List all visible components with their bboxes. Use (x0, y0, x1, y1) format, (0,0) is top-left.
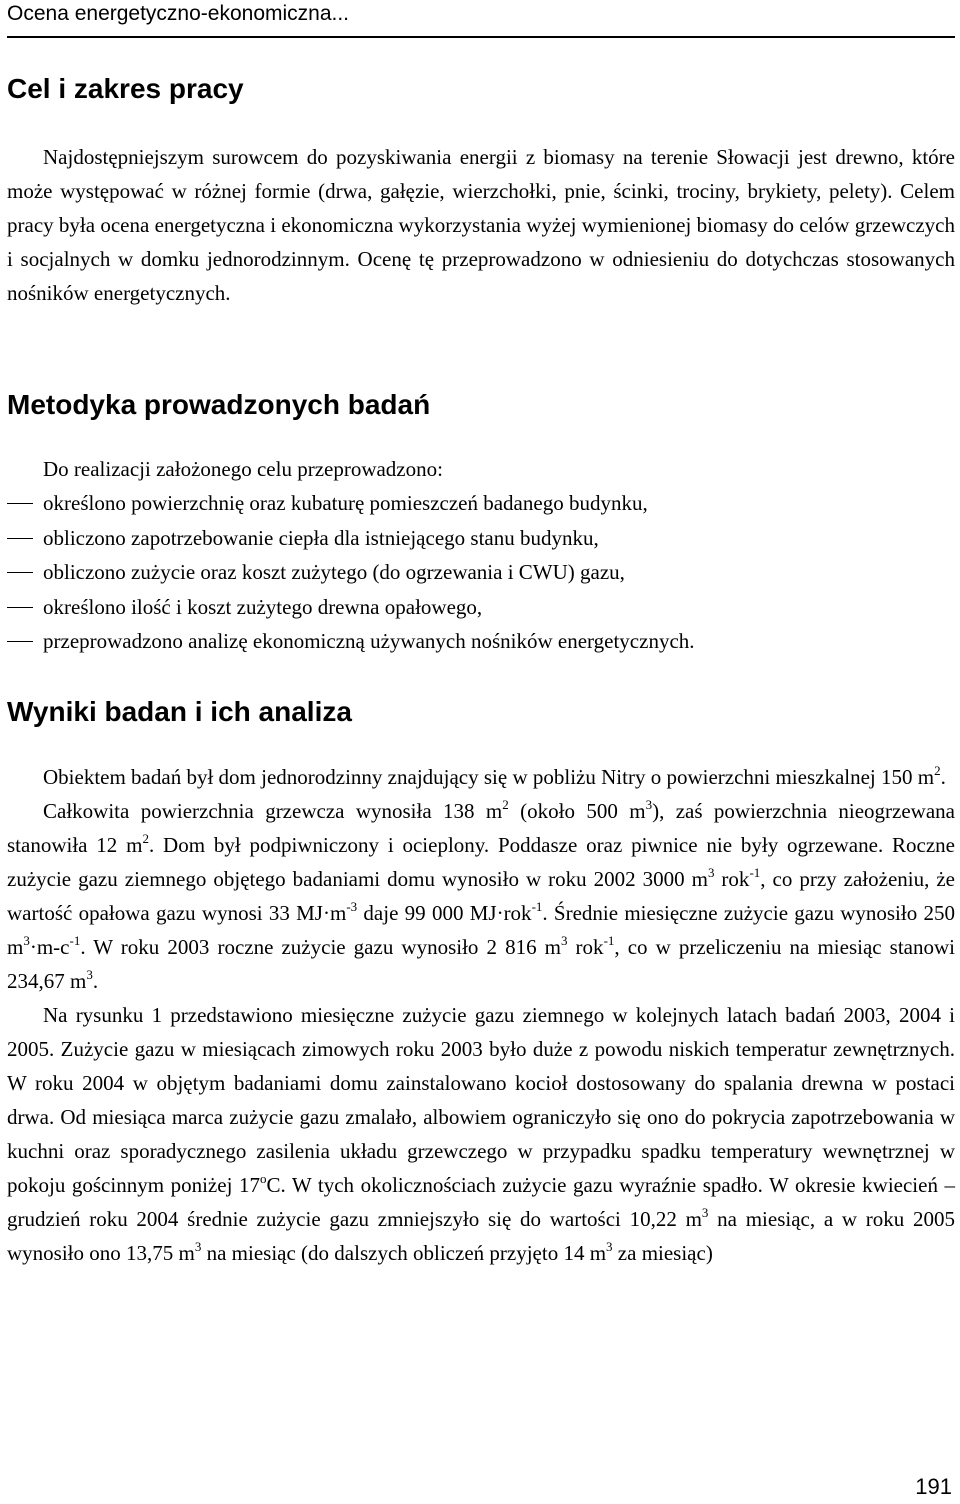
dash-bullet (7, 503, 33, 504)
list-item: przeprowadzono analizę ekonomiczną używanych nośników energetycznych. (7, 624, 955, 659)
page-number: 191 (915, 1474, 952, 1499)
section-heading-aim: Cel i zakres pracy (7, 73, 244, 104)
results-section-body (7, 760, 955, 1270)
methods-list (7, 453, 955, 659)
dash-bullet (7, 641, 33, 642)
aim-paragraph: Najdostępniejszym surowcem do pozyskiwania energii z biomasy na terenie Słowacji jest drewno, które może występować w różnej formie (drwa, gałęzie, wierzchołki, pnie, ścinki, trociny, brykiety, pelety). Celem pracy była ocena energetyczna i ekonomiczna wykorzystania wyżej wymienionej biomasy do celów grzewczych i socjalnych w domku jednorodzinnym. Ocenę tę przeprowadzono w odniesieniu do dotychczas stosowanych nośników energetycznych. (7, 145, 955, 305)
list-item: obliczono zużycie oraz koszt zużytego (do ogrzewania i CWU) gazu, (7, 555, 955, 590)
section-heading-results: Wyniki badan i ich analiza (7, 696, 352, 727)
list-item: określono powierzchnię oraz kubaturę pomieszczeń badanego budynku, (7, 486, 955, 521)
results-paragraph-2: Całkowita powierzchnia grzewcza wynosiła 138 $m^2$ (około 500 $m^3$), zaś powierzchnia nieogrzewana stanowiła 12 $m^2$. Dom był podpiwniczony i ocieplony. Poddasze oraz piwnice nie były ogrzewane. Roczne zużycie gazu ziemnego objętego badaniami domu wynosiło w roku 2002 3000 $m^3$ rok$^{-1}$, co przy założeniu, że wartość opałowa gazu wynosi 33 $MJ\cdot m^{-3}$ daje 99 000 MJ·rok$^{-1}$. Średnie miesięczne zużycie gazu wynosiło 250 $m^3\cdot m-c^{-1}$. W roku 2003 roczne zużycie gazu wynosiło 2 816 $m^3$ rok$^{-1}$, co w przeliczeniu na miesiąc stanowi 234,67 $m^3$. (7, 797, 955, 993)
dash-bullet (7, 607, 33, 608)
list-item: obliczono zapotrzebowanie ciepła dla istniejącego stanu budynku, (7, 521, 955, 556)
results-paragraph-1: Obiektem badań był dom jednorodzinny znajdujący się w pobliżu Nitry o powierzchni mieszkalnej 150 $m^2$. (43, 763, 946, 789)
list-item: określono ilość i koszt zużytego drewna opałowego, (7, 590, 955, 625)
dash-bullet (7, 538, 33, 539)
section-heading-methods: Metodyka prowadzonych badań (7, 389, 431, 420)
dash-bullet (7, 572, 33, 573)
running-header: Ocena energetyczno-ekonomiczna... (7, 2, 350, 25)
header-rule (7, 36, 955, 38)
results-paragraph-3: Na rysunku 1 przedstawiono miesięczne zużycie gazu ziemnego w kolejnych latach badań 2003, 2004 i 2005. Zużycie gazu w miesiącach zimowych roku 2003 było duże z powodu niskich temperatur zewnętrznych. W roku 2004 w objętym badaniami domu zainstalowano kocioł dostosowany do spalania drewna w postaci drwa. Od miesiąca marca zużycie gazu zmalało, albowiem ograniczyło się ono do pokrycia zapotrzebowania w kuchni oraz sporadycznego zasilenia układu grzewczego w przypadku spadku temperatury wewnętrznej w pokoju gościnnym poniżej 17$^o$C. W tych okolicznościach zużycie gazu wyraźnie spadło. W okresie kwiecień – grudzień roku 2004 średnie zużycie gazu zmniejszyło się do wartości 10,22 $m^3$ na miesiąc, a w roku 2005 wynosiło ono 13,75 $m^3$ na miesiąc (do dalszych obliczeń przyjęto 14 $m^3$ za miesiąc) (7, 1003, 956, 1265)
aim-section-body (7, 140, 955, 310)
methods-lead: Do realizacji założonego celu przeprowadzono: (43, 457, 443, 481)
